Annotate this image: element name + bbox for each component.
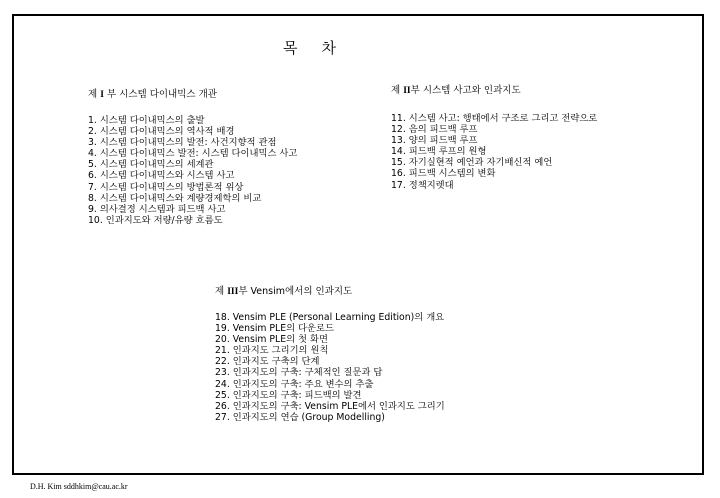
section-part-3	[215, 286, 445, 423]
toc-item: 12. 음의 피드백 루프	[391, 124, 478, 136]
toc-item: 10. 인과지도와 저량/유량 흐름도	[88, 214, 223, 226]
toc-item: 1. 시스템 다이내믹스의 출발	[88, 115, 205, 126]
section-heading	[391, 85, 597, 97]
section-heading	[215, 286, 445, 298]
section-heading	[88, 89, 297, 101]
toc-item: 7. 시스템 다이내믹스의 방법론적 위상	[88, 181, 244, 193]
heading-roman: II	[403, 86, 411, 96]
title-part-2: 차	[321, 39, 338, 57]
toc-item: 9. 의사결정 시스템과 피드백 사고	[88, 203, 226, 215]
title-part-1: 목	[283, 39, 300, 57]
toc-item: 16. 피드백 시스템의 변화	[391, 168, 496, 180]
toc-item: 20. Vensim PLE의 첫 화면	[215, 334, 328, 346]
heading-roman: I	[100, 90, 104, 100]
heading-prefix: 제	[391, 85, 401, 96]
toc-list	[88, 115, 297, 226]
toc-item: 17. 정책지렛대	[391, 179, 454, 191]
toc-item: 14. 피드백 루프의 원형	[391, 146, 487, 158]
toc-item: 25. 인과지도의 구축: 피드백의 발견	[215, 389, 362, 401]
toc-item: 8. 시스템 다이내믹스와 계량경제학의 비교	[88, 192, 262, 204]
toc-item: 18. Vensim PLE (Personal Learning Edition)의 개요	[215, 312, 445, 323]
heading-prefix: 제	[88, 89, 98, 100]
heading-roman: III	[227, 287, 239, 297]
heading-prefix: 제	[215, 286, 225, 297]
heading-suffix: 부 Vensim에서의 인과지도	[238, 286, 353, 297]
toc-item: 23. 인과지도의 구축: 구체적인 질문과 답	[215, 367, 383, 379]
footer-author: D.H. Kim sddhkim@cau.ac.kr	[30, 482, 128, 491]
toc-item: 11. 시스템 사고: 행태에서 구조로 그리고 전략으로	[391, 113, 598, 124]
toc-item: 27. 인과지도의 연습 (Group Modelling)	[215, 411, 385, 423]
toc-item: 5. 시스템 다이내믹스의 세계관	[88, 159, 214, 171]
page-title	[283, 37, 338, 58]
toc-item: 24. 인과지도의 구축: 주요 변수의 추출	[215, 378, 374, 390]
toc-item: 26. 인과지도의 구축: Vensim PLE에서 인과지도 그리기	[215, 400, 445, 412]
toc-item: 21. 인과지도 그리기의 원칙	[215, 345, 329, 357]
toc-list	[391, 113, 597, 191]
heading-suffix: 부 시스템 다이내믹스 개관	[106, 89, 217, 100]
toc-item: 13. 양의 피드백 루프	[391, 135, 478, 147]
toc-list	[215, 312, 445, 423]
toc-item: 19. Vensim PLE의 다운로드	[215, 323, 334, 335]
toc-item: 15. 자기실현적 예언과 자기배신적 예언	[391, 157, 553, 169]
toc-item: 6. 시스템 다이내믹스와 시스템 사고	[88, 170, 235, 182]
toc-item: 4. 시스템 다이내믹스 발전: 시스템 다이내믹스 사고	[88, 148, 298, 160]
toc-item: 2. 시스템 다이내믹스의 역사적 배경	[88, 126, 235, 138]
toc-item: 22. 인과지도 구축의 단계	[215, 356, 320, 368]
section-part-1	[88, 89, 297, 226]
toc-item: 3. 시스템 다이내믹스의 발전: 사건지향적 관점	[88, 137, 277, 149]
section-part-2	[391, 85, 597, 191]
heading-suffix: 부 시스템 사고와 인과지도	[410, 85, 521, 96]
